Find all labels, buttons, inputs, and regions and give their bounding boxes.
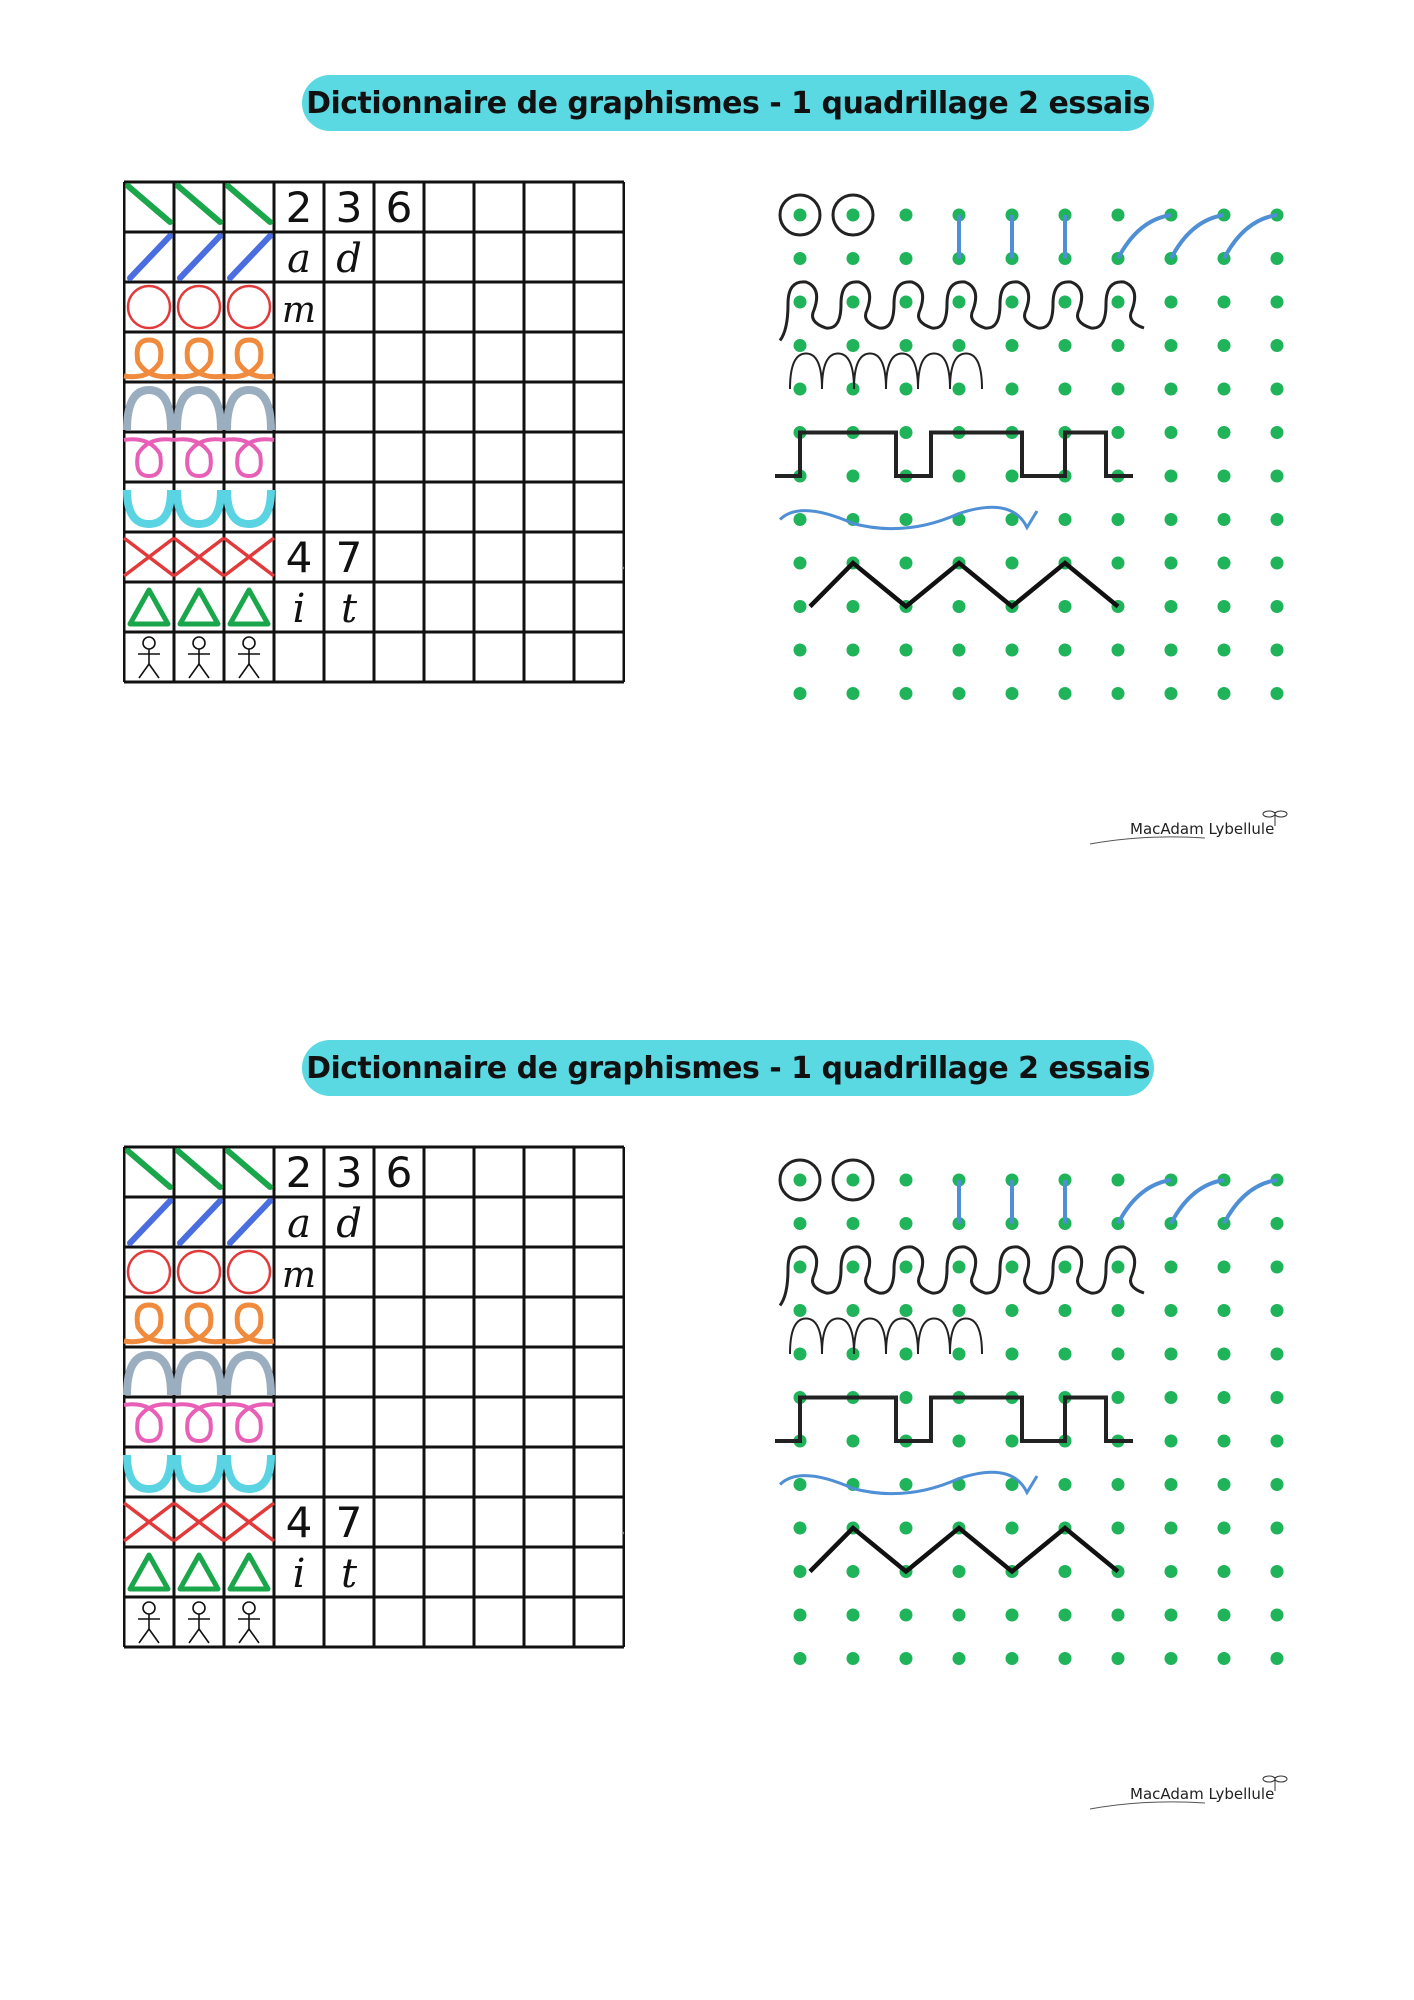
dot [1059, 1652, 1072, 1665]
dot [1165, 644, 1178, 657]
dot [1006, 1304, 1019, 1317]
arch-line [790, 354, 982, 390]
dot [1112, 644, 1125, 657]
blue-arc [1224, 1180, 1277, 1224]
dot [1218, 1348, 1231, 1361]
grid-char: t [340, 1551, 358, 1597]
dot [794, 1304, 807, 1317]
blue-stroke [180, 1201, 220, 1243]
orange-loop [224, 340, 274, 377]
grid-char: d [336, 1201, 362, 1247]
dot [1112, 1304, 1125, 1317]
orange-loop [174, 1305, 224, 1342]
square-wave [775, 433, 1133, 477]
worksheet-bottom [0, 965, 1414, 1925]
stick-figure-icon [138, 1602, 160, 1643]
stick-figure-icon [238, 1602, 260, 1643]
dot [900, 1348, 913, 1361]
pink-loop [124, 439, 174, 476]
dot [1218, 426, 1231, 439]
dot [900, 1217, 913, 1230]
dot [1165, 470, 1178, 483]
dot [1218, 1435, 1231, 1448]
dot [1165, 1565, 1178, 1578]
dot [794, 1217, 807, 1230]
dot [1218, 1391, 1231, 1404]
grid-char: m [281, 290, 317, 331]
dot [1059, 1609, 1072, 1622]
grid-char: t [340, 586, 358, 632]
dot [1271, 339, 1284, 352]
dot [1271, 252, 1284, 265]
dot [1271, 1565, 1284, 1578]
dot [1059, 513, 1072, 526]
blue-arc [1171, 1180, 1224, 1224]
orange-loop [174, 340, 224, 377]
dot [1218, 1478, 1231, 1491]
red-circle [128, 286, 170, 328]
dot [1218, 513, 1231, 526]
dot [1271, 1217, 1284, 1230]
dot [1006, 339, 1019, 352]
dot [794, 1609, 807, 1622]
dots [794, 1174, 1284, 1666]
dot [794, 687, 807, 700]
logo-text: MacAdam Lybellule [1130, 1785, 1275, 1803]
blue-arc [1118, 1180, 1171, 1224]
dot [847, 1261, 860, 1274]
grid-char: 3 [335, 1148, 363, 1197]
writing-grid [123, 180, 625, 690]
grey-arch [127, 1355, 171, 1395]
dot [847, 252, 860, 265]
blue-stroke [130, 1201, 170, 1243]
dot [953, 600, 966, 613]
dot [1165, 426, 1178, 439]
grid-char: 6 [385, 183, 413, 232]
dot [953, 296, 966, 309]
dot [1112, 1609, 1125, 1622]
dot [794, 1478, 807, 1491]
dot [1271, 1478, 1284, 1491]
red-circle [228, 286, 270, 328]
dot [1006, 687, 1019, 700]
grey-arch [227, 390, 271, 430]
green-triangle [130, 590, 168, 624]
dot [847, 1435, 860, 1448]
dot [847, 209, 860, 222]
dot [1218, 1522, 1231, 1535]
logo-text: MacAdam Lybellule [1130, 820, 1275, 838]
cyan-cup [227, 1455, 271, 1489]
dot [794, 1348, 807, 1361]
writing-grid [123, 1145, 625, 1655]
dot [1006, 1609, 1019, 1622]
dot [847, 1217, 860, 1230]
pink-loop [174, 439, 224, 476]
dot [1218, 339, 1231, 352]
blue-stroke [230, 236, 270, 278]
dot [1165, 339, 1178, 352]
dot [1112, 339, 1125, 352]
dot [1112, 1522, 1125, 1535]
dot [1165, 1348, 1178, 1361]
dot [1165, 1261, 1178, 1274]
worksheet-top [0, 0, 1414, 960]
dot [1006, 383, 1019, 396]
dot [900, 1609, 913, 1622]
stick-figure-icon [188, 637, 210, 678]
blue-arc [1118, 215, 1171, 259]
dot [1006, 470, 1019, 483]
small-mark [620, 560, 630, 570]
green-stroke [128, 1151, 170, 1187]
dot [953, 339, 966, 352]
dot [847, 296, 860, 309]
dot [900, 1478, 913, 1491]
dot [1165, 513, 1178, 526]
green-triangle [230, 1555, 268, 1589]
dot [1218, 1609, 1231, 1622]
grey-arch [127, 390, 171, 430]
small-mark [620, 1525, 630, 1535]
dot [900, 1304, 913, 1317]
dot [1112, 426, 1125, 439]
cyan-cup [127, 1455, 171, 1489]
arch-line [790, 1319, 982, 1355]
dot [1271, 1304, 1284, 1317]
dot [1165, 383, 1178, 396]
grid-char: 2 [285, 1148, 313, 1197]
green-triangle [130, 1555, 168, 1589]
green-triangle [180, 590, 218, 624]
dot [900, 557, 913, 570]
grid-char: 3 [335, 183, 363, 232]
loop-line [780, 282, 1144, 341]
dot [1165, 557, 1178, 570]
dot [953, 470, 966, 483]
dot [794, 1565, 807, 1578]
dot [794, 1652, 807, 1665]
dot [900, 209, 913, 222]
dot [1112, 1652, 1125, 1665]
dot [1112, 1174, 1125, 1187]
logo [1085, 1773, 1300, 1813]
zigzag-line [810, 1528, 1118, 1572]
dot [1059, 296, 1072, 309]
grid-char: d [336, 236, 362, 282]
dot [1059, 1478, 1072, 1491]
dot [1218, 470, 1231, 483]
grid-char: 2 [285, 183, 313, 232]
dot [1218, 383, 1231, 396]
stick-figure-icon [138, 637, 160, 678]
dot [1006, 644, 1019, 657]
dot [1059, 1348, 1072, 1361]
grey-arch [177, 1355, 221, 1395]
green-stroke [178, 1151, 220, 1187]
dot [1271, 1391, 1284, 1404]
dot [953, 687, 966, 700]
pink-loop [124, 1404, 174, 1441]
dot [1165, 1652, 1178, 1665]
dot [900, 383, 913, 396]
dot [900, 1391, 913, 1404]
dot [953, 1348, 966, 1361]
dot [1165, 687, 1178, 700]
dot [794, 252, 807, 265]
dot [1006, 1348, 1019, 1361]
blue-stroke [130, 236, 170, 278]
red-circle [128, 1251, 170, 1293]
dot [1271, 1261, 1284, 1274]
dot [794, 557, 807, 570]
dot [847, 1174, 860, 1187]
dot [1112, 1478, 1125, 1491]
zigzag-line [810, 563, 1118, 607]
dot [1218, 557, 1231, 570]
green-stroke [178, 186, 220, 222]
dot [1271, 600, 1284, 613]
dot [847, 1609, 860, 1622]
dot [1271, 1522, 1284, 1535]
dot [953, 1652, 966, 1665]
dot [900, 252, 913, 265]
dot [1271, 513, 1284, 526]
dot-grid [775, 190, 1295, 720]
dot [1271, 1348, 1284, 1361]
grey-arch [227, 1355, 271, 1395]
dot [1112, 383, 1125, 396]
dot [1112, 296, 1125, 309]
page-title: Dictionnaire de graphismes - 1 quadrillage 2 essais [302, 75, 1154, 131]
cyan-cup [177, 490, 221, 524]
dot [900, 339, 913, 352]
dot [1059, 383, 1072, 396]
green-stroke [228, 1151, 270, 1187]
dot [1112, 513, 1125, 526]
dot [847, 1652, 860, 1665]
dot [1271, 644, 1284, 657]
pink-loop [224, 439, 274, 476]
dot [953, 383, 966, 396]
dot [1059, 1565, 1072, 1578]
dot [1006, 1435, 1019, 1448]
grid-char: 6 [385, 1148, 413, 1197]
dot [1218, 1652, 1231, 1665]
dot [1059, 1304, 1072, 1317]
page-title: Dictionnaire de graphismes - 1 quadrillage 2 essais [302, 1040, 1154, 1096]
dot [953, 1304, 966, 1317]
dot [1112, 1348, 1125, 1361]
dot [794, 1522, 807, 1535]
dot [900, 1652, 913, 1665]
dot [900, 1522, 913, 1535]
dot [1112, 209, 1125, 222]
dot [1165, 1478, 1178, 1491]
dot [1112, 1261, 1125, 1274]
dots [794, 209, 1284, 701]
grid-char: i [292, 1551, 306, 1597]
dot [1165, 1522, 1178, 1535]
grid-char: 7 [335, 533, 363, 582]
dot [1165, 1304, 1178, 1317]
dot [1218, 687, 1231, 700]
stick-figure-icon [188, 1602, 210, 1643]
red-circle [228, 1251, 270, 1293]
blue-arc [1224, 215, 1277, 259]
dot [794, 644, 807, 657]
dot [1165, 600, 1178, 613]
dot [1271, 296, 1284, 309]
dot [900, 687, 913, 700]
blue-arc [1171, 215, 1224, 259]
dot [953, 1609, 966, 1622]
dot [847, 1304, 860, 1317]
dot [1218, 644, 1231, 657]
dot [794, 513, 807, 526]
dot [900, 426, 913, 439]
dot [900, 644, 913, 657]
dot [847, 644, 860, 657]
grid-svg [123, 1145, 625, 1655]
dot [1112, 687, 1125, 700]
dot [1059, 1261, 1072, 1274]
dot [900, 513, 913, 526]
dot [1271, 470, 1284, 483]
dot [1271, 557, 1284, 570]
dot [1165, 1609, 1178, 1622]
blue-stroke [180, 236, 220, 278]
dot [953, 644, 966, 657]
dot [1271, 1435, 1284, 1448]
cyan-cup [227, 490, 271, 524]
grid-char: i [292, 586, 306, 632]
dot [1006, 296, 1019, 309]
dot [1112, 557, 1125, 570]
dot [1271, 426, 1284, 439]
dot [1218, 296, 1231, 309]
green-triangle [180, 1555, 218, 1589]
dot [1218, 1304, 1231, 1317]
grid-char: a [287, 236, 311, 282]
dot [900, 296, 913, 309]
dot-grid [775, 1155, 1295, 1685]
dots-svg [775, 1155, 1295, 1685]
dot [953, 1261, 966, 1274]
orange-loop [224, 1305, 274, 1342]
dot [794, 1174, 807, 1187]
dot [1006, 1522, 1019, 1535]
dot [1218, 1261, 1231, 1274]
loop-line [780, 1247, 1144, 1306]
orange-loop [124, 1305, 174, 1342]
grey-arch [177, 390, 221, 430]
dot [847, 1565, 860, 1578]
cyan-cup [127, 490, 171, 524]
dot [1271, 1652, 1284, 1665]
grid-char: 4 [285, 533, 313, 582]
dot [1006, 557, 1019, 570]
green-triangle [230, 590, 268, 624]
square-wave [775, 1398, 1133, 1442]
grid-svg [123, 180, 625, 690]
dot [1059, 644, 1072, 657]
dot [1271, 383, 1284, 396]
cyan-cup [177, 1455, 221, 1489]
logo [1085, 808, 1300, 848]
dot [1059, 687, 1072, 700]
dot [1059, 339, 1072, 352]
dot [847, 339, 860, 352]
dot [1218, 1565, 1231, 1578]
blue-stroke [230, 1201, 270, 1243]
green-stroke [228, 186, 270, 222]
dot [794, 600, 807, 613]
grid-char: m [281, 1255, 317, 1296]
dot [794, 296, 807, 309]
dot [1271, 1609, 1284, 1622]
dot [1218, 600, 1231, 613]
dot [794, 209, 807, 222]
dot [1165, 1435, 1178, 1448]
dot [794, 339, 807, 352]
dot [1059, 600, 1072, 613]
dots-svg [775, 190, 1295, 720]
dot [794, 1261, 807, 1274]
grid-char: 4 [285, 1498, 313, 1547]
pink-loop [174, 1404, 224, 1441]
dot [953, 1565, 966, 1578]
dot [1165, 296, 1178, 309]
dot [1006, 1261, 1019, 1274]
dot [1271, 687, 1284, 700]
dot [1112, 1391, 1125, 1404]
red-circle [178, 1251, 220, 1293]
orange-loop [124, 340, 174, 377]
dot [794, 383, 807, 396]
dot [847, 687, 860, 700]
dot [1165, 1391, 1178, 1404]
dot [847, 600, 860, 613]
red-circle [178, 286, 220, 328]
grid-char: 7 [335, 1498, 363, 1547]
pink-loop [224, 1404, 274, 1441]
grid-char: a [287, 1201, 311, 1247]
dot [847, 470, 860, 483]
green-stroke [128, 186, 170, 222]
dot [1006, 1652, 1019, 1665]
stick-figure-icon [238, 637, 260, 678]
dot [953, 1435, 966, 1448]
dot [900, 1174, 913, 1187]
dot [900, 1261, 913, 1274]
